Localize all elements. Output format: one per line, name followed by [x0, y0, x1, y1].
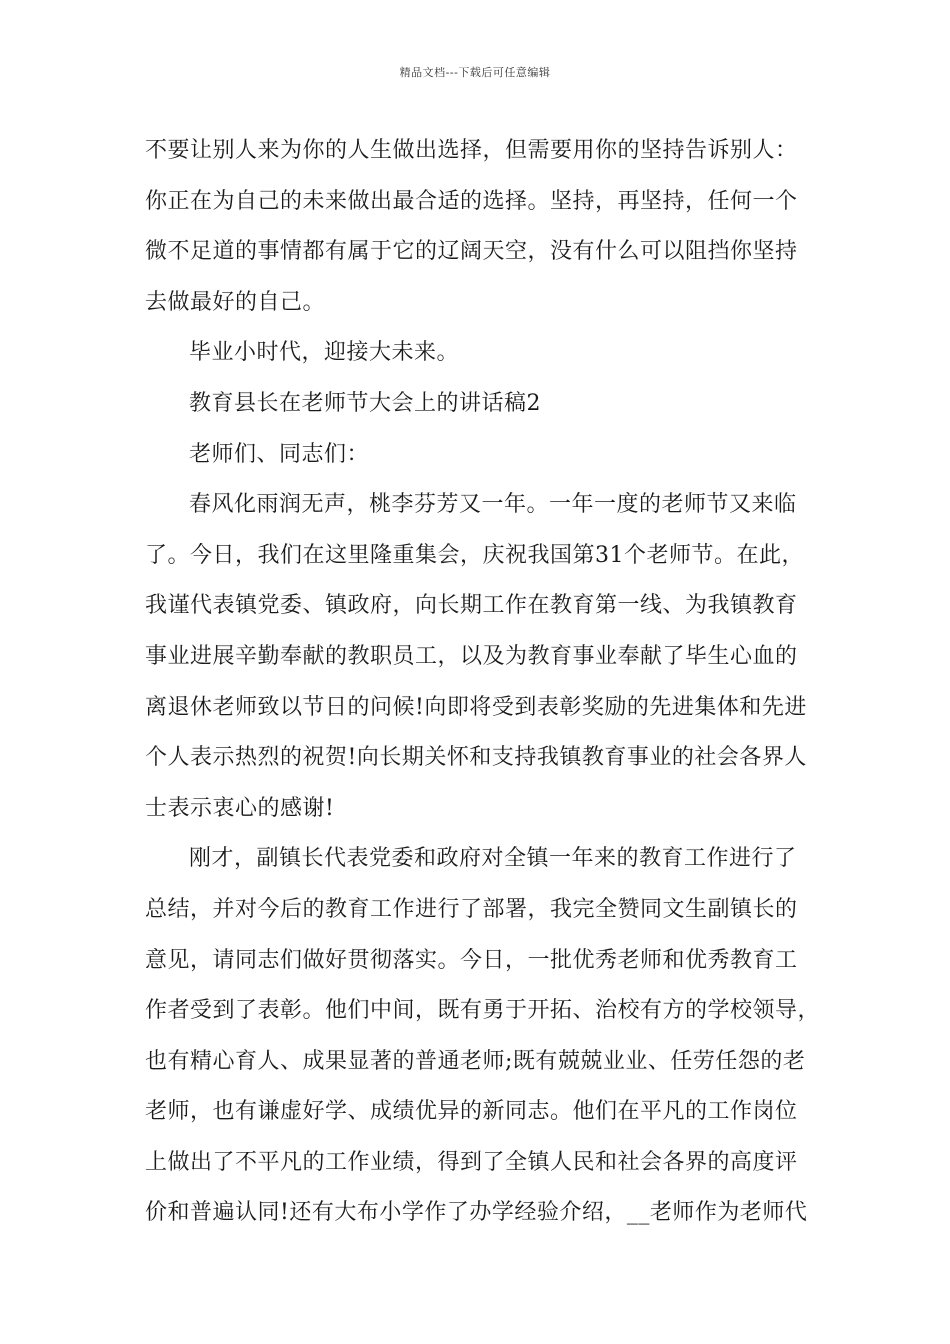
text-line: 刚才，副镇长代表党委和政府对全镇一年来的教育工作进行了: [189, 846, 797, 872]
text-line: 事业进展辛勤奉献的教职员工，以及为教育事业奉献了毕生心血的: [145, 643, 798, 669]
text-line: 个人表示热烈的祝贺!向长期关怀和支持我镇教育事业的社会各界人: [145, 745, 807, 771]
text-line: 了。今日，我们在这里隆重集会，庆祝我国第31个老师节。在此，: [145, 542, 804, 568]
text-line: 微不足道的事情都有属于它的辽阔天空，没有什么可以阻挡你坚持: [145, 239, 798, 265]
section-title: 教育县长在老师节大会上的讲话稿2: [189, 390, 541, 416]
text-line: 士表示衷心的感谢!: [145, 795, 335, 821]
text-line: 不要让别人来为你的人生做出选择，但需要用你的坚持告诉别人：: [145, 138, 798, 163]
text-line: 老师，也有谦虚好学、成绩优异的新同志。他们在平凡的工作岗位: [145, 1099, 798, 1125]
text-line: 意见，请同志们做好贯彻落实。今日，一批优秀老师和优秀教育工: [145, 947, 798, 973]
text-line: 春风化雨润无声，桃李芬芳又一年。一年一度的老师节又来临: [189, 492, 797, 518]
text-line: 你正在为自己的未来做出最合适的选择。坚持，再坚持，任何一个: [145, 188, 798, 214]
page-header: 精品文档---下载后可任意编辑: [399, 66, 551, 79]
text-line: 上做出了不平凡的工作业绩，得到了全镇人民和社会各界的高度评: [145, 1149, 798, 1175]
text-line: 我谨代表镇党委、镇政府，向长期工作在教育第一线、为我镇教育: [145, 593, 798, 619]
text-line: 作者受到了表彰。他们中间，既有勇于开拓、治校有方的学校领导，: [145, 998, 821, 1024]
text-line: 毕业小时代，迎接大未来。: [189, 340, 460, 366]
text-line: 离退休老师致以节日的问候!向即将受到表彰奖励的先进集体和先进: [145, 694, 807, 720]
text-line: 价和普遍认同!还有大布小学作了办学经验介绍，__老师作为老师代: [145, 1200, 808, 1226]
text-line: 也有精心育人、成果显著的普通老师;既有兢兢业业、任劳任怨的老: [145, 1048, 806, 1074]
document-body: [145, 126, 821, 1239]
text-line: 去做最好的自己。: [145, 289, 326, 315]
text-line: 总结，并对今后的教育工作进行了部署，我完全赞同文生副镇长的: [145, 896, 798, 922]
salutation: 老师们、同志们：: [189, 441, 370, 467]
